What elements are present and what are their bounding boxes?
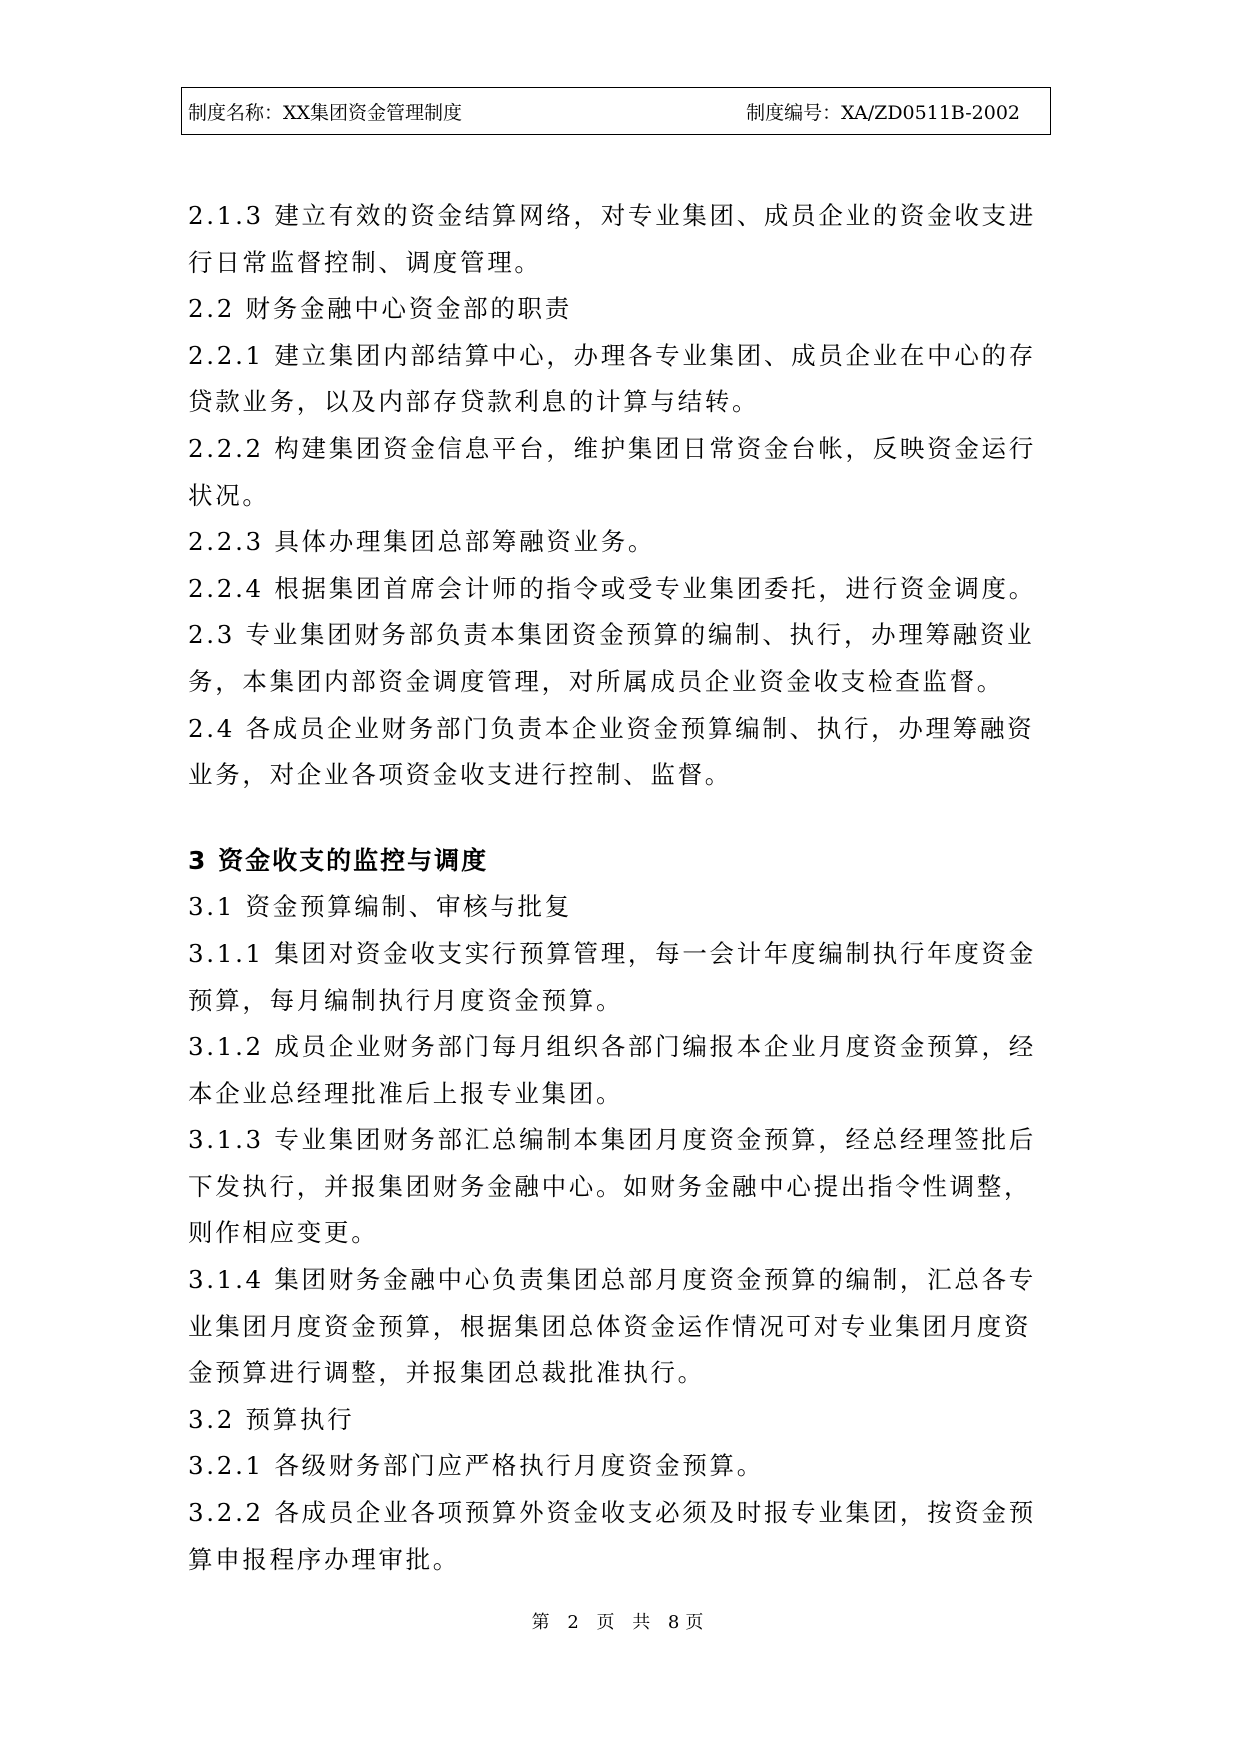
regulation-number: 制度编号：XA/ZD0511B-2002 [746,101,1020,124]
text-line: 3.1.3 专业集团财务部汇总编制本集团月度资金预算，经总经理签批后 [188,1125,1036,1155]
text-line: 预算，每月编制执行月度资金预算。 [188,985,624,1015]
text-line: 3.1 资金预算编制、审核与批复 [188,892,572,922]
text-line: 2.2 财务金融中心资金部的职责 [188,294,572,324]
text-line: 贷款业务，以及内部存贷款利息的计算与结转。 [188,387,760,417]
text-line: 本企业总经理批准后上报专业集团。 [188,1078,624,1108]
text-line: 3.1.2 成员企业财务部门每月组织各部门编报本企业月度资金预算，经 [188,1032,1036,1062]
regulation-name: 制度名称：XX集团资金管理制度 [188,101,463,124]
page-footer: 第 2 页 共 8页 [531,1612,710,1633]
document-header [181,87,1051,135]
text-line: 业务，对企业各项资金收支进行控制、监督。 [188,760,732,790]
text-line: 金预算进行调整，并报集团总裁批准执行。 [188,1358,705,1388]
text-line: 2.2.2 构建集团资金信息平台，维护集团日常资金台帐，反映资金运行 [188,433,1036,463]
text-line: 则作相应变更。 [188,1218,379,1248]
text-line: 下发执行，并报集团财务金融中心。如财务金融中心提出指令性调整， [188,1171,1032,1201]
text-line: 算申报程序办理审批。 [188,1544,460,1574]
section-heading: 3 资金收支的监控与调度 [188,845,489,875]
text-line: 2.2.4 根据集团首席会计师的指令或受专业集团委托，进行资金调度。 [188,573,1036,603]
text-line: 状况。 [188,480,270,510]
text-line: 务，本集团内部资金调度管理，对所属成员企业资金收支检查监督。 [188,666,1004,696]
text-line: 2.4 各成员企业财务部门负责本企业资金预算编制、执行，办理筹融资 [188,713,1035,743]
text-line: 行日常监督控制、调度管理。 [188,247,542,277]
document-body [188,193,1068,1583]
text-line: 2.1.3 建立有效的资金结算网络，对专业集团、成员企业的资金收支进 [188,201,1036,230]
text-line: 2.3 专业集团财务部负责本集团资金预算的编制、执行，办理筹融资业 [188,620,1035,650]
text-line: 3.1.1 集团对资金收支实行预算管理，每一会计年度编制执行年度资金 [188,938,1036,968]
text-line: 2.2.3 具体办理集团总部筹融资业务。 [188,527,656,557]
text-line: 业集团月度资金预算，根据集团总体资金运作情况可对专业集团月度资 [188,1311,1032,1341]
text-line: 3.2 预算执行 [188,1404,355,1434]
text-line: 3.2.2 各成员企业各项预算外资金收支必须及时报专业集团，按资金预 [188,1498,1036,1528]
text-line: 3.2.1 各级财务部门应严格执行月度资金预算。 [188,1451,764,1481]
section-spacer [188,799,1068,838]
text-line: 2.2.1 建立集团内部结算中心，办理各专业集团、成员企业在中心的存 [188,340,1036,370]
text-line: 3.1.4 集团财务金融中心负责集团总部月度资金预算的编制，汇总各专 [188,1265,1036,1295]
